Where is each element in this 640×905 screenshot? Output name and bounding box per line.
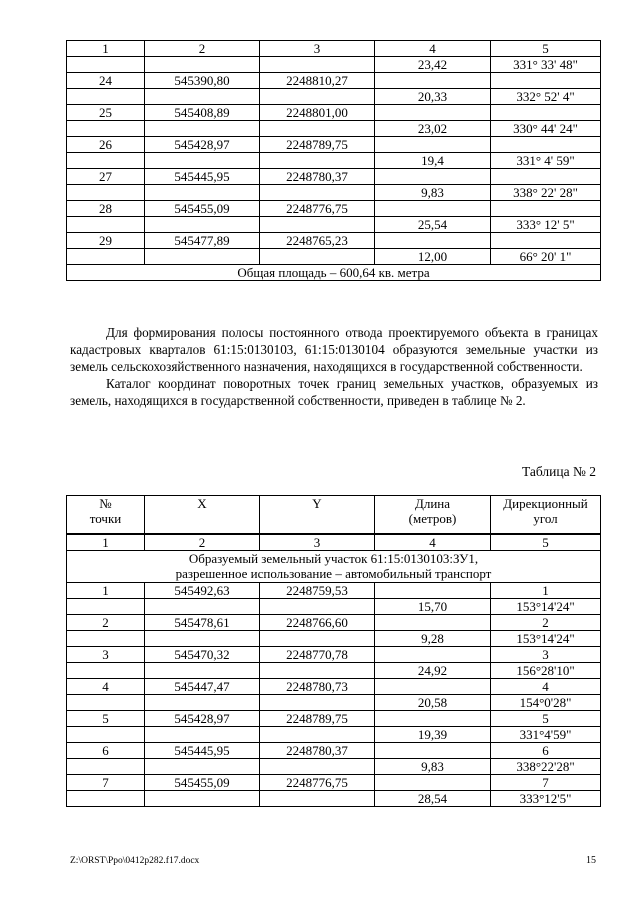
table-cell: [145, 89, 260, 105]
header-x: X: [145, 496, 260, 535]
column-number: 2: [145, 534, 260, 551]
table-row: [67, 105, 601, 121]
table-cell: [375, 743, 491, 759]
table-cell: 545390,80: [145, 73, 260, 89]
table-header-row: [67, 496, 601, 535]
table-cell: 9,83: [375, 759, 491, 775]
table-row: [67, 695, 601, 711]
table-cell: [260, 759, 375, 775]
table-cell: 545455,09: [145, 201, 260, 217]
table-row: [67, 743, 601, 759]
table-row: [67, 121, 601, 137]
table-cell: [67, 217, 145, 233]
table-cell: [67, 631, 145, 647]
table-cell: 330° 44' 24": [491, 121, 601, 137]
table-cell: 2248759,53: [260, 583, 375, 599]
table-cell: 338°22'28": [491, 759, 601, 775]
coordinates-table-2: [66, 495, 601, 807]
column-number: 4: [375, 534, 491, 551]
table-cell: 545492,63: [145, 583, 260, 599]
table-cell: [260, 89, 375, 105]
section-title: Образуемый земельный участок 61:15:0130103:ЗУ1, разрешенное использование – автомобильный транспорт: [67, 551, 601, 583]
table-cell: 154°0'28": [491, 695, 601, 711]
table-cell: [145, 759, 260, 775]
table-cell: 1: [67, 41, 145, 57]
table-cell: 6: [67, 743, 145, 759]
table-cell: 545445,95: [145, 743, 260, 759]
table-cell: 331°4'59": [491, 727, 601, 743]
table-cell: [375, 583, 491, 599]
table-cell: [491, 73, 601, 89]
table-row: [67, 201, 601, 217]
table-cell: 332° 52' 4": [491, 89, 601, 105]
table-cell: [260, 599, 375, 615]
table-cell: 2248776,75: [260, 201, 375, 217]
table-cell: 545428,97: [145, 711, 260, 727]
table-cell: [145, 631, 260, 647]
table-cell: 3: [260, 41, 375, 57]
table-cell: 9,28: [375, 631, 491, 647]
table-cell: 545478,61: [145, 615, 260, 631]
table-cell: [375, 775, 491, 791]
table-row: [67, 615, 601, 631]
table-cell: 28: [67, 201, 145, 217]
table-cell: [145, 57, 260, 73]
table-row: [67, 185, 601, 201]
table-cell: [491, 233, 601, 249]
table-cell: 545470,32: [145, 647, 260, 663]
table-cell: 7: [491, 775, 601, 791]
table-cell: [145, 727, 260, 743]
table-cell: [67, 249, 145, 265]
table-row: [67, 727, 601, 743]
coordinates-table-continued: [66, 40, 601, 281]
table-cell: [67, 599, 145, 615]
table-cell: 19,39: [375, 727, 491, 743]
table-cell: [260, 249, 375, 265]
table-cell: [67, 57, 145, 73]
table-cell: 338° 22' 28": [491, 185, 601, 201]
table-row: [67, 775, 601, 791]
table-cell: [145, 663, 260, 679]
table-cell: 23,02: [375, 121, 491, 137]
table-row: [67, 137, 601, 153]
table-cell: 4: [67, 679, 145, 695]
table-cell: [145, 153, 260, 169]
table-cell: [491, 169, 601, 185]
table-cell: 1: [491, 583, 601, 599]
table-cell: 5: [491, 41, 601, 57]
table-cell: [67, 121, 145, 137]
table-caption: Таблица № 2: [522, 464, 596, 479]
table-cell: 27: [67, 169, 145, 185]
table-cell: 66° 20' 1": [491, 249, 601, 265]
table-cell: 2248780,37: [260, 743, 375, 759]
table-row: [67, 791, 601, 807]
table-row: [67, 217, 601, 233]
table-row: [67, 663, 601, 679]
table-cell: [145, 695, 260, 711]
table-cell: [67, 89, 145, 105]
column-number: 1: [67, 534, 145, 551]
header-direction-angle: Дирекционный угол: [491, 496, 601, 535]
table-cell: 153°14'24": [491, 631, 601, 647]
table-cell: [67, 663, 145, 679]
table-row: [67, 583, 601, 599]
table-cell: 2248780,37: [260, 169, 375, 185]
table-cell: 4: [491, 679, 601, 695]
table-cell: [375, 137, 491, 153]
table-cell: 12,00: [375, 249, 491, 265]
table-cell: 545477,89: [145, 233, 260, 249]
table-cell: [67, 153, 145, 169]
table-cell: [375, 201, 491, 217]
table-cell: 2: [67, 615, 145, 631]
table-cell: 3: [67, 647, 145, 663]
table-row: [67, 647, 601, 663]
table-cell: [260, 121, 375, 137]
table-cell: 333°12'5": [491, 791, 601, 807]
table-cell: 2248776,75: [260, 775, 375, 791]
page-number: 15: [586, 855, 596, 866]
table-cell: [375, 105, 491, 121]
table-cell: [67, 791, 145, 807]
table-cell: 545447,47: [145, 679, 260, 695]
table-cell: [145, 217, 260, 233]
table-cell: 26: [67, 137, 145, 153]
table-cell: 28,54: [375, 791, 491, 807]
table-cell: 6: [491, 743, 601, 759]
table-cell: 3: [491, 647, 601, 663]
table-cell: 545455,09: [145, 775, 260, 791]
table-cell: [260, 153, 375, 169]
table-cell: 15,70: [375, 599, 491, 615]
total-area: Общая площадь – 600,64 кв. метра: [67, 265, 601, 281]
table-row: [67, 679, 601, 695]
column-number: 5: [491, 534, 601, 551]
table-cell: 156°28'10": [491, 663, 601, 679]
table-cell: 25: [67, 105, 145, 121]
table-cell: [491, 201, 601, 217]
table-cell: 331° 33' 48": [491, 57, 601, 73]
table-cell: 29: [67, 233, 145, 249]
table-cell: [67, 727, 145, 743]
table-cell: 24,92: [375, 663, 491, 679]
table-cell: 2: [491, 615, 601, 631]
table-row: [67, 169, 601, 185]
table-cell: [375, 615, 491, 631]
table-row: [67, 89, 601, 105]
table-cell: 7: [67, 775, 145, 791]
table-cell: [67, 695, 145, 711]
table-cell: [260, 727, 375, 743]
table-cell: [260, 57, 375, 73]
paragraph-land-formation: Для формирования полосы постоянного отвода проектируемого объекта в границах кадастровых кварталов 61:15:0130103, 61:15:0130104 образуются земельные участки из земель сельскохозяйственного назначения, находящихся в государственной собственности.: [70, 325, 598, 374]
table-cell: 19,4: [375, 153, 491, 169]
table-cell: 2248810,27: [260, 73, 375, 89]
table-cell: [375, 711, 491, 727]
column-number-row: [67, 534, 601, 551]
column-number: 3: [260, 534, 375, 551]
table-cell: 545428,97: [145, 137, 260, 153]
table-cell: [145, 791, 260, 807]
table-cell: [145, 185, 260, 201]
table-cell: [260, 631, 375, 647]
table-cell: [375, 647, 491, 663]
table-cell: [491, 105, 601, 121]
table-cell: 1: [67, 583, 145, 599]
table-cell: 20,33: [375, 89, 491, 105]
table-cell: [67, 759, 145, 775]
table-cell: 2248789,75: [260, 711, 375, 727]
table-cell: [145, 249, 260, 265]
table-cell: 2248789,75: [260, 137, 375, 153]
table-cell: [260, 695, 375, 711]
table-row: [67, 599, 601, 615]
table-row: [67, 631, 601, 647]
table-cell: 9,83: [375, 185, 491, 201]
table-row: [67, 249, 601, 265]
header-y: Y: [260, 496, 375, 535]
total-area-row: [67, 265, 601, 281]
table-cell: 2248770,78: [260, 647, 375, 663]
table-cell: [260, 791, 375, 807]
table-row: [67, 233, 601, 249]
table-cell: 2248801,00: [260, 105, 375, 121]
table-cell: 4: [375, 41, 491, 57]
header-point-number: № точки: [67, 496, 145, 535]
table-cell: [375, 169, 491, 185]
table-row: [67, 759, 601, 775]
table-cell: [260, 185, 375, 201]
table-cell: 333° 12' 5": [491, 217, 601, 233]
table-cell: 24: [67, 73, 145, 89]
table-cell: 23,42: [375, 57, 491, 73]
table-cell: [491, 137, 601, 153]
table-cell: 5: [491, 711, 601, 727]
table-cell: 2: [145, 41, 260, 57]
table-cell: [260, 663, 375, 679]
header-length: Длина (метров): [375, 496, 491, 535]
table-cell: 331° 4' 59": [491, 153, 601, 169]
table-cell: [375, 679, 491, 695]
table-row: [67, 711, 601, 727]
table-cell: 25,54: [375, 217, 491, 233]
paragraph-catalog-reference: Каталог координат поворотных точек границ земельных участков, образуемых из земель, находящихся в государственной собственности, приведен в таблице № 2.: [70, 376, 598, 408]
column-number-row: [67, 41, 601, 57]
table-cell: 5: [67, 711, 145, 727]
table-cell: 545445,95: [145, 169, 260, 185]
body-text: [70, 324, 598, 409]
footer-file-path: Z:\ORST\Ppo\0412p282.f17.docx: [70, 856, 200, 866]
table-cell: 153°14'24": [491, 599, 601, 615]
section-row: [67, 551, 601, 583]
table-cell: 545408,89: [145, 105, 260, 121]
table-row: [67, 57, 601, 73]
table-cell: [145, 121, 260, 137]
table-row: [67, 73, 601, 89]
table-cell: [67, 185, 145, 201]
table-cell: 20,58: [375, 695, 491, 711]
table-cell: [260, 217, 375, 233]
table-cell: [145, 599, 260, 615]
table-cell: 2248780,73: [260, 679, 375, 695]
table-cell: 2248766,60: [260, 615, 375, 631]
table-row: [67, 153, 601, 169]
table-cell: 2248765,23: [260, 233, 375, 249]
table-cell: [375, 73, 491, 89]
table-cell: [375, 233, 491, 249]
